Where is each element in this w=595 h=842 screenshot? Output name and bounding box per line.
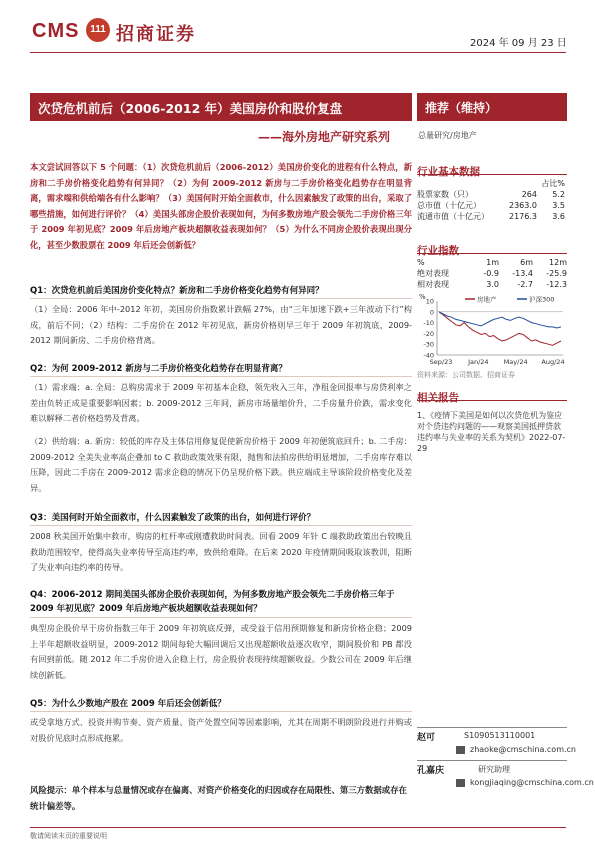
logo-chinese: 招商证券 — [116, 24, 196, 45]
x-tick-label: Sep/23 — [429, 358, 453, 366]
section-divider — [30, 525, 412, 526]
x-tick-label: Aug/24 — [541, 358, 565, 366]
legend-label: 房地产 — [477, 295, 497, 304]
section-q5-para: 或受拿地方式、投资并购节奏、资产质量、资产处置空间等因素影响，尤其在周期不明朗阶段进行并购或对股价见底时点形成拖累。 — [30, 717, 412, 743]
table-row: 相对表现 3.0 -2.7 -12.3 — [417, 280, 567, 289]
table-row: 流通市值（十亿元） 2176.3 3.6 — [417, 212, 565, 221]
table-row: 股票家数（只） 264 5.2 — [417, 190, 565, 199]
section-divider — [30, 298, 412, 299]
index-performance-table: % 1m 6m 12m 绝对表现 -0.9 -13.4 -25.9 相对表现 3.0 -2.7 -12.3 — [417, 258, 567, 289]
related-reports-heading: 相关报告 — [417, 386, 567, 401]
y-tick-label: -10 — [423, 319, 434, 328]
section-q1-heading: Q1：次贷危机前后美国房价变化特点？新房和二手房价格变化趋势有何异同？ — [30, 286, 324, 296]
related-report-item[interactable]: 1、《疫情下美国是如何以次贷危机为鉴应对个贷违约问题的——观察美国抵押贷款违约率与失业率的关系为契机》2022-07-29 — [417, 411, 566, 453]
table-row: 总市值（十亿元） 2363.0 3.5 — [417, 201, 565, 210]
section-q3-heading: Q3：美国何时开始全面救市，什么因素触发了政策的出台，如何进行评价？ — [30, 513, 316, 523]
index-performance-heading: 行业指数 — [417, 239, 567, 254]
report-title: 次贷危机前后（2006-2012 年）美国房价和股价复盘 — [38, 101, 343, 116]
section-q4-para: 典型房企股价早于房价指数三年于 2009 年初筑底反弹，或受益于信用预期修复和新房价格企稳；2009 上半年超额收益明显，2009-2012 期间每轮大幅回调后又出现超额收益逐次收窄，期间股价和 PB 都没有回到前低。随 2012 年二手房价进入企稳上行，房企股价表现持续超额收益。少数公司在 2009 年后继续创新低。 — [30, 623, 412, 680]
analyst-cert: S1090513110001 — [464, 731, 536, 740]
analyst-email[interactable]: zhaoke@cmschina.com.cn — [470, 745, 576, 754]
y-axis-unit: % — [419, 293, 426, 301]
analyst-name: 孔嘉庆 — [417, 766, 445, 776]
intro-summary: 本文尝试回答以下 5 个问题：（1）次贷危机前后（2006-2012）美国房价变化的进程有什么特点，新房和二手房价格变化趋势有何异同？（2）为何 2009-2012 新房与二手房价格变化趋势存在明显背离，需求端和供给端各有什么影响？（3）美国何时开始全面救市，什么因素触发了政策的出台，采取了哪些措施，如何进行评价？（4）美国头部房企股价表现如何，为何多数房地产股会领先二手房价格三年于 2009 年初见底？2009 年后房地产板块超额收益表现如何？（5）为什么不同房企股价表现出现分化，甚至少数股票在 2009 年后还会创新低？ — [30, 162, 412, 250]
footer-note: 敬请阅读末页的重要说明 — [30, 832, 107, 840]
y-tick-label: -40 — [423, 351, 434, 360]
section-q1-para: （1）全局：2006 年中-2012 年初，美国房价指数累计跌幅 27%，由“三年加速下跌+三年波动下行”构成，前后不同；（2）结构：二手房价在 2012 年初见底，新房价格则早三年于 2009 年初筑底，2009-2012 期间新房、二手房价格背离。 — [30, 304, 412, 345]
analyst-divider — [417, 727, 567, 728]
index-line-chart — [417, 293, 567, 368]
section-divider — [30, 711, 412, 712]
basic-data-heading: 行业基本数据 — [417, 160, 567, 175]
section-q2-para-demand: （1）需求端：a. 全局：总购房需求于 2009 年初基本企稳，领先收入三年，净租金回报率与房贷利率之差由负转正成是重要影响因素；b. 2009-2012 三年间，新房市场量缩价升，二手房量升价跌，需求变化难以解释二者价格趋势及背离。 — [30, 382, 412, 423]
table-row: 绝对表现 -0.9 -13.4 -25.9 — [417, 269, 567, 278]
industry-label: 总量研究/房地产 — [418, 131, 477, 140]
risk-warning: 风险提示：单个样本与总量情况或存在偏离、对资产价格变化的归因或存在局限性、第三方数据或存在统计偏差等。 — [30, 785, 407, 811]
chart-source: 资料来源：公司数据、招商证券 — [417, 371, 515, 379]
table-header-pct: 占比% — [541, 179, 565, 188]
analyst-divider — [417, 760, 567, 761]
x-tick-label: May/24 — [503, 358, 528, 366]
section-q4-heading: Q4：2006-2012 期间美国头部房企股价表现如何，为何多数房地产股会领先二手房价格三年于 2009 年初见底？2009 年后房地产板块超额收益表现如何？ — [30, 590, 395, 614]
logo-cms: CMS — [32, 20, 80, 42]
rating-label: 推荐（维持） — [425, 101, 498, 115]
section-q2-para-supply: （2）供给端：a. 新房：较低的库存及主体信用修复促使新房价格于 2009 年初便筑底回升；b. 二手房：2009-2012 全美失业率高企叠加 to C 救助政策效果有限，抛售和法拍房供给明显增加，二手房库存难以压降，因此二手房在 2009-2012 需求企稳的情况下仍呈现价格下跌。供应端成主导该阶段价格变化及差异。 — [30, 436, 412, 493]
x-tick-label: Jan/24 — [468, 358, 489, 366]
section-q2-heading: Q2：为何 2009-2012 新房与二手房价格变化趋势存在明显背离？ — [30, 364, 287, 374]
footer-divider — [30, 827, 566, 828]
analyst-name: 赵可 — [417, 733, 436, 743]
series-line-0 — [439, 312, 561, 346]
header-divider — [30, 52, 566, 53]
y-tick-label: -30 — [423, 340, 434, 349]
section-q3-para: 2008 秋美国开始集中救市，购房的杠杆率或刚遭救助时间表。回看 2009 年针 C 端救助政策出台较晚且救助范围较窄，使得高失业率传导至高违约率，致供给难降。在后来 2020 年疫情期间吸取该教训，阻断了失业率向违约率的传导。 — [30, 531, 412, 572]
legend-label: 沪深300 — [529, 295, 555, 304]
analyst-email[interactable]: kongjiaqing@cmschina.com.cn — [470, 778, 594, 787]
report-date: 2024 年 09 月 23 日 — [470, 38, 567, 49]
logo-badge-icon: 111 — [86, 18, 110, 42]
y-tick-label: 10 — [425, 297, 434, 306]
y-tick-label: 0 — [429, 308, 434, 317]
analyst-role: 研究助理 — [478, 765, 510, 774]
y-tick-label: -20 — [423, 329, 434, 338]
basic-data-table — [417, 178, 567, 222]
section-divider — [30, 376, 412, 377]
report-subtitle: ——海外房地产研究系列 — [258, 130, 391, 144]
section-q5-heading: Q5：为什么少数地产股在 2009 年后还会创新低？ — [30, 699, 226, 709]
email-icon — [456, 746, 465, 754]
email-icon — [456, 779, 465, 787]
section-divider — [30, 617, 412, 618]
